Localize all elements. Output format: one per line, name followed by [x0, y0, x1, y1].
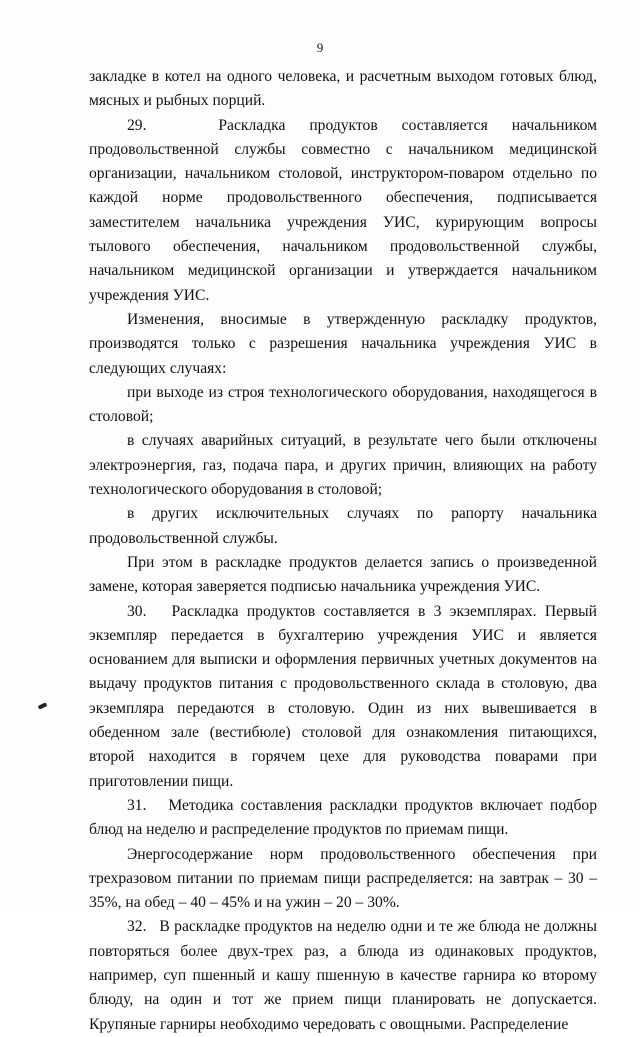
paragraph: Энергосодержание норм продовольственного обеспечения при трехразовом питании по приемам пищи распределяется: на завтрак – 30 – 35%, на обед – 40 – 45% и на ужин – 20 – 30%.: [89, 845, 597, 912]
list-item: в других исключительных случаях по рапорту начальника продовольственной службы.: [89, 505, 597, 547]
paragraph: Изменения, вносимые в утвержденную раскладку продуктов, производятся только с разрешения начальника учреждения УИС в следующих случаях:: [89, 310, 597, 377]
paragraph-item-32: 32. В раскладке продуктов на неделю одни и те же блюда не должны повторяться более двух-трех раз, а блюда из одинаковых продуктов, например, суп пшенный и кашу пшенную в качестве гарнира ко второму блюду, на один и тот же прием пищи планировать не допускается. Крупяные гарниры необходимо чередовать с овощными. Распределение: [89, 918, 597, 1033]
margin-mark: [38, 702, 48, 709]
page-number: 9: [316, 40, 324, 55]
paragraph-item-31: 31. Методика составления раскладки продуктов включает подбор блюд на неделю и распределение продуктов по приемам пищи.: [89, 796, 597, 839]
paragraph-item-30: 30. Раскладка продуктов составляется в 3 экземплярах. Первый экземпляр передается в бухгалтерию учреждения УИС и является основанием для выписки и оформления первичных учетных документов на выдачу продуктов питания с продовольственного склада в столовую, два экземпляра передаются в столовую. Один из них вывешивается в обеденном зале (вестибюле) столовой для ознакомления питающихся, второй находится в горячем цехе для руководства поварами при приготовлении пищи.: [89, 602, 597, 790]
paragraph: При этом в раскладке продуктов делается запись о произведенной замене, которая заверяется подписью начальника учреждения УИС.: [89, 553, 597, 596]
list-item: в случаях аварийных ситуаций, в результате чего были отключены электроэнергия, газ, подача пара, и других причин, влияющих на работу технологического оборудования в столовой;: [89, 432, 597, 499]
document-body: [89, 65, 597, 1037]
list-item: при выходе из строя технологического оборудования, находящегося в столовой;: [89, 383, 597, 426]
paragraph: закладке в котел на одного человека, и расчетным выходом готовых блюд, мясных и рыбных порций.: [89, 68, 597, 110]
paragraph-item-29: 29. Раскладка продуктов составляется начальником продовольственной службы совместно с начальником медицинской организации, начальником столовой, инструктором-поваром отдельно по каждой норме продовольственного обеспечения, подписывается заместителем начальника учреждения УИС, курирующим вопросы тылового обеспечения, начальником продовольственной службы, начальником медицинской организации и утверждается начальником учреждения УИС.: [89, 116, 597, 304]
